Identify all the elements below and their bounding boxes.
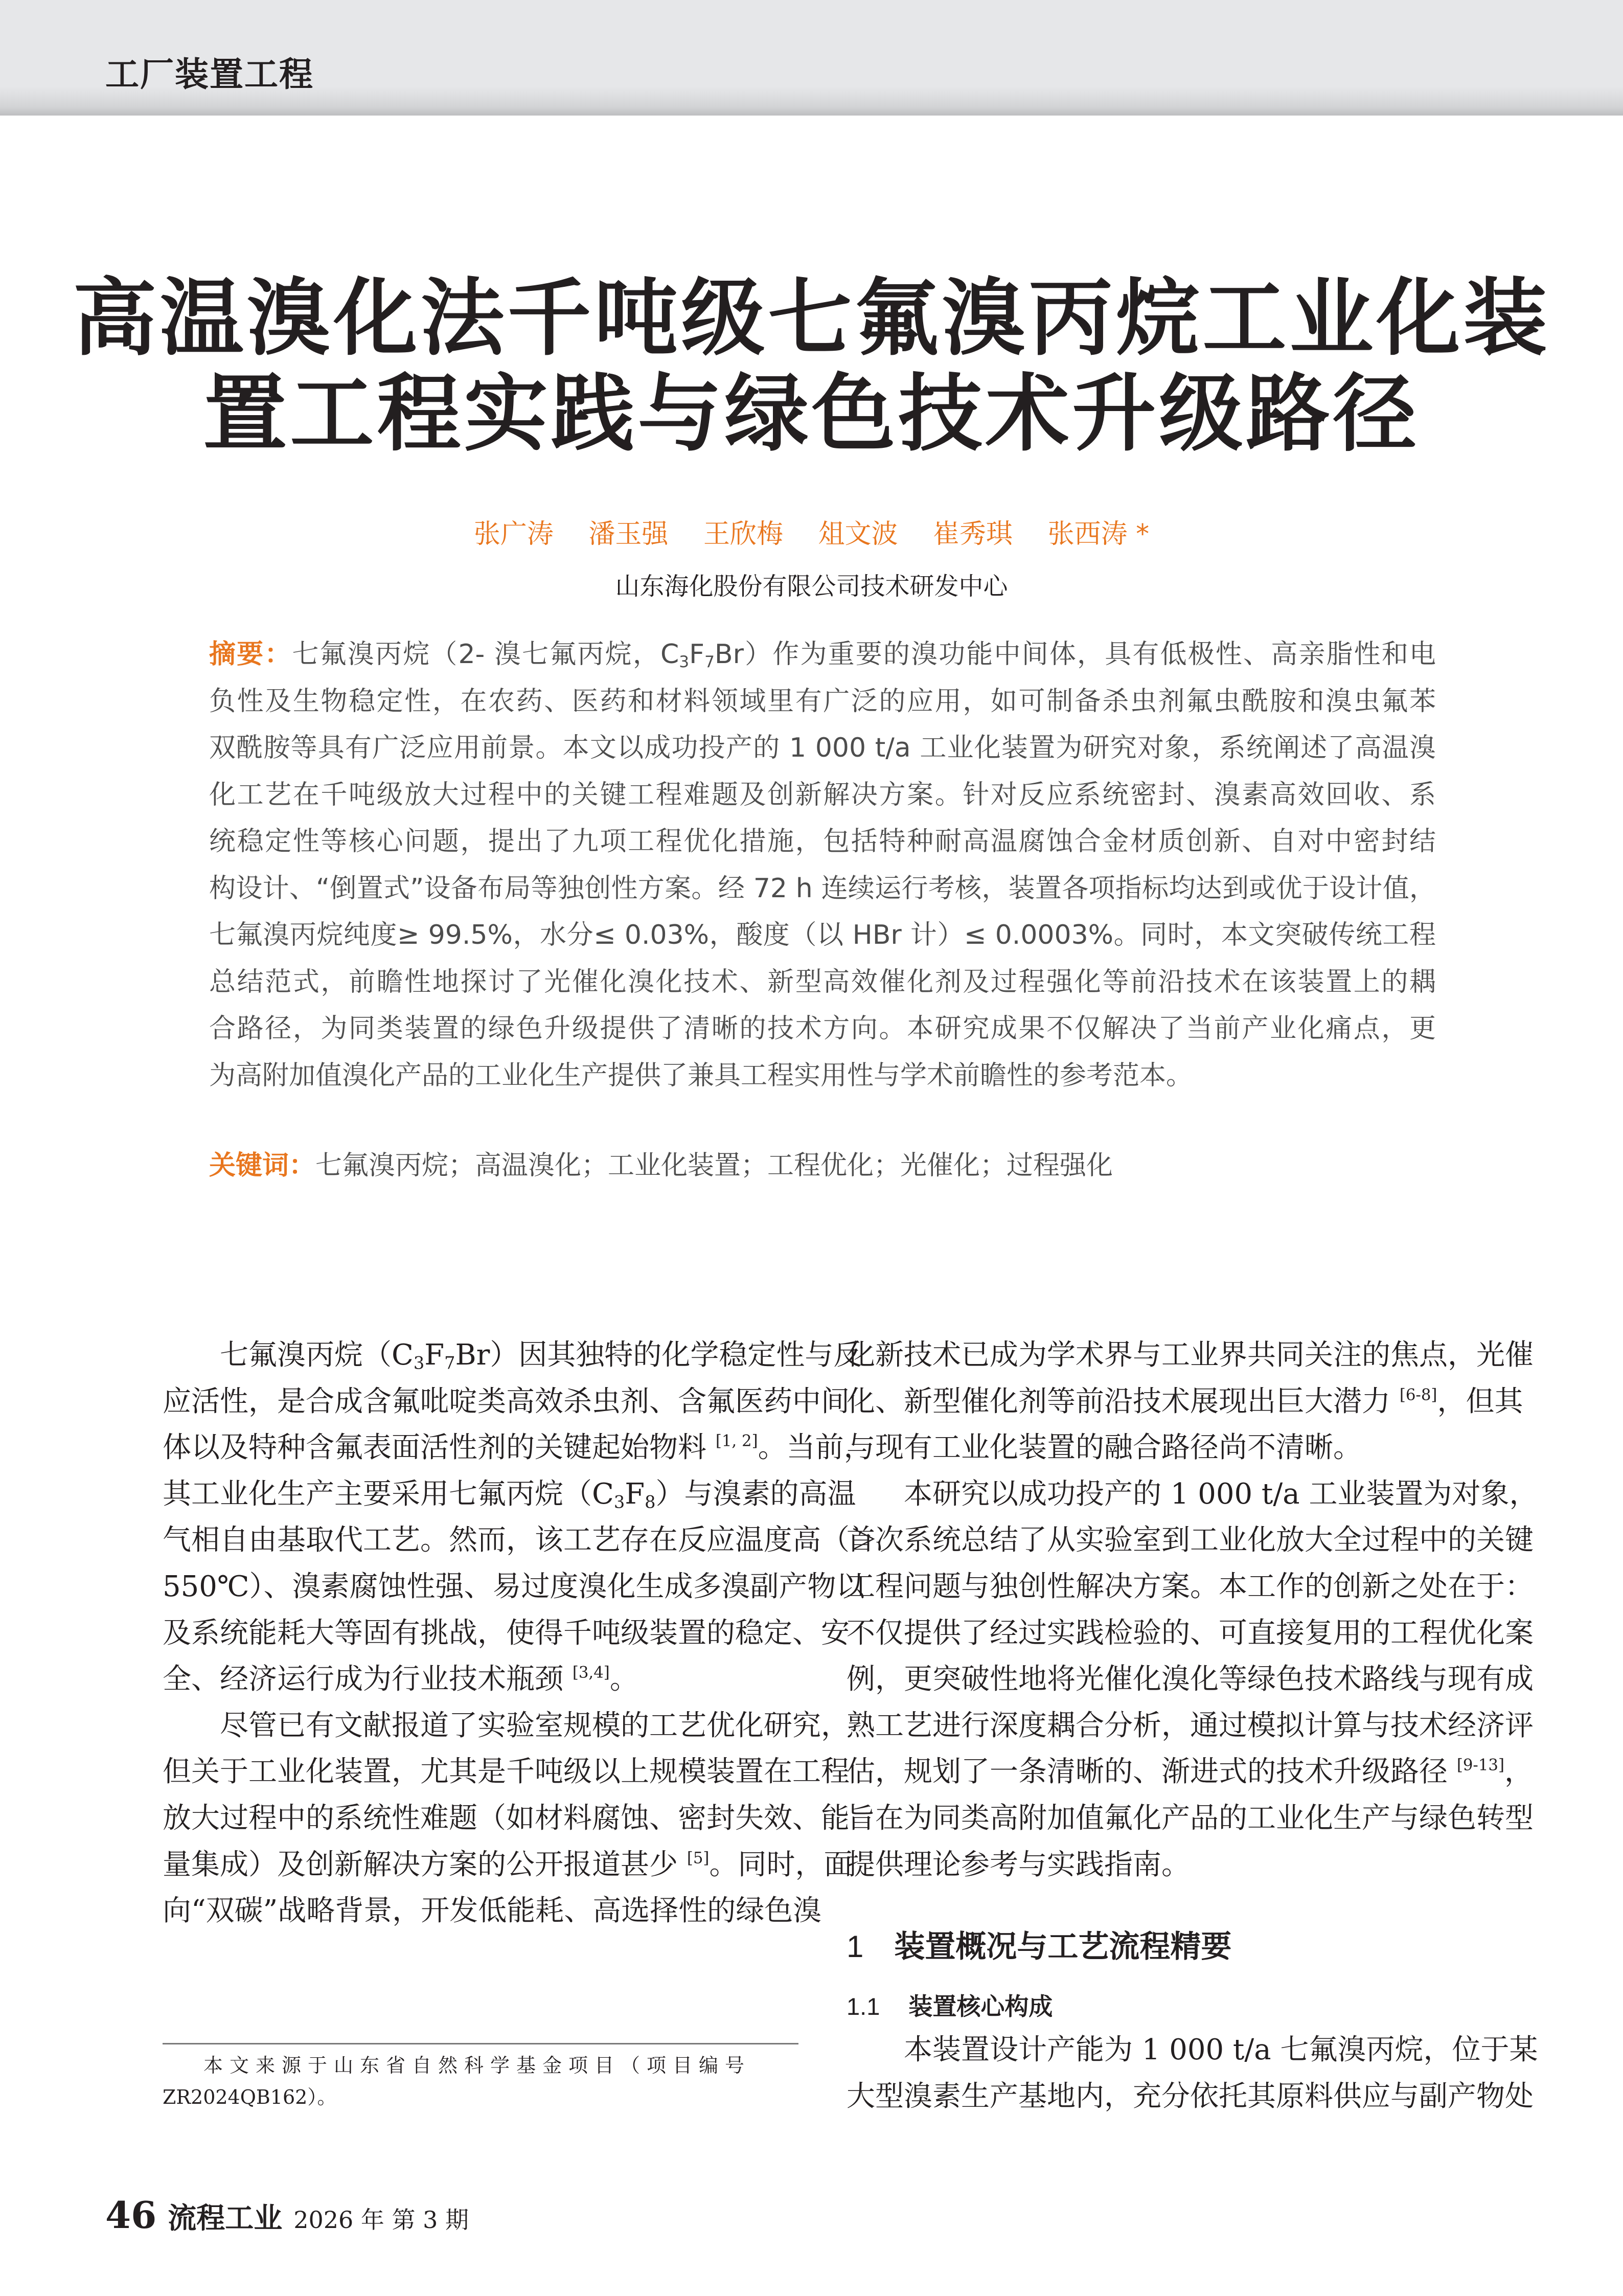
citation-ref: [1, 2] (715, 1431, 758, 1450)
subsection-title: 装置核心构成 (908, 1993, 1053, 2020)
text-run: 体以及特种含氟表面活性剂的关键起始物料 (163, 1431, 716, 1465)
footnote-divider (163, 2043, 798, 2044)
citation-ref: [6-8] (1399, 1385, 1437, 1404)
text-run: 向“双碳”战略背景，开发低能耗、高选择性的绿色溴 (163, 1894, 822, 1928)
paragraph-line (163, 1656, 798, 1703)
author: 俎文波 (818, 519, 898, 550)
body-right-column (847, 1332, 1538, 1888)
abstract-line (209, 866, 1436, 913)
text-run: 负性及生物稳定性，在农药、医药和材料领域里有广泛的应用，如可制备杀虫剂氟虫酰胺和溴虫氟苯 (209, 686, 1436, 717)
paragraph-line (847, 1517, 1534, 1564)
page-footer (105, 2193, 469, 2237)
subscript: 3 (413, 1353, 425, 1373)
text-run: 气相自由基取代工艺。然而，该工艺存在反应温度高（＞ (163, 1524, 878, 1557)
paragraph-line (847, 1749, 1534, 1795)
text-run: 与现有工业化装置的融合路径尚不清晰。 (847, 1431, 1362, 1465)
text-run: ）与溴素的高温 (655, 1477, 856, 1511)
paragraph-line (163, 1703, 850, 1749)
abstract-line (209, 631, 1436, 678)
text-run: F (625, 1477, 645, 1511)
text-run: 总结范式，前瞻性地探讨了光催化溴化技术、新型高效催化剂及过程强化等前沿技术在该装置上的耦 (209, 966, 1436, 997)
text-run: 例，更突破性地将光催化溴化等绿色技术路线与现有成 (847, 1663, 1534, 1696)
author: 张广涛 (473, 519, 554, 550)
paragraph-line (163, 1332, 862, 1379)
subscript: 8 (645, 1492, 656, 1512)
text-run: 。同时，面 (709, 1848, 853, 1881)
paragraph-line (847, 1703, 1534, 1749)
subscript: 7 (704, 652, 715, 671)
author-list (0, 512, 1623, 551)
body-left-column (163, 1332, 878, 1935)
abstract-line (209, 725, 1436, 772)
keywords-label: 关键词： (209, 1150, 316, 1181)
paragraph-line (847, 1332, 1534, 1379)
text-run: 及系统能耗大等固有挑战，使得千吨级装置的稳定、安 (163, 1616, 850, 1650)
paragraph-line (163, 1379, 850, 1425)
citation-ref: [9-13] (1456, 1756, 1505, 1775)
text-run: 本装置设计产能为 1 000 t/a 七氟溴丙烷，位于某 (904, 2033, 1538, 2066)
text-run: Br）作为重要的溴功能中间体，具有低极性、高亲脂性和电 (714, 639, 1436, 670)
section-heading-1 (847, 1922, 1231, 1966)
text-run: 全、经济运行成为行业技术瓶颈 (163, 1663, 573, 1696)
paragraph-line (163, 1795, 850, 1842)
text-run: 首次系统总结了从实验室到工业化放大全过程中的关键 (847, 1524, 1534, 1557)
text-run: 提供理论参考与实践指南。 (847, 1848, 1190, 1881)
text-run: 统稳定性等核心问题，提出了九项工程优化措施，包括特种耐高温腐蚀合金材质创新、自对中密封结 (209, 826, 1436, 857)
paragraph-line (163, 1517, 878, 1564)
text-run: ，但其 (1437, 1384, 1523, 1418)
text-run: 合路径，为同类装置的绿色升级提供了清晰的技术方向。本研究成果不仅解决了当前产业化痛点，更 (209, 1013, 1436, 1044)
text-run: 为高附加值溴化产品的工业化生产提供了兼具工程实用性与学术前瞻性的参考范本。 (209, 1060, 1193, 1091)
text-run: 量集成）及创新解决方案的公开报道甚少 (163, 1848, 687, 1881)
text-run: 七氟溴丙烷（C (220, 1338, 414, 1372)
text-run: 双酰胺等具有广泛应用前景。本文以成功投产的 1 000 t/a 工业化装置为研究对象，系统阐述了高温溴 (209, 733, 1436, 763)
article-title-line-2: 置工程实践与绿色技术升级路径 (203, 367, 1420, 461)
paragraph-line (847, 1471, 1538, 1518)
footnote-line: ZR2024QB162）。 (163, 2086, 337, 2108)
author: 崔秀琪 (933, 519, 1013, 550)
text-run: 放大过程中的系统性难题（如材料腐蚀、密封失效、能 (163, 1801, 850, 1835)
abstract-line (209, 959, 1436, 1006)
abstract-line (209, 1053, 1436, 1100)
paragraph-line (847, 1842, 1482, 1889)
article-title-line-1: 高温溴化法千吨级七氟溴丙烷工业化装 (73, 271, 1550, 365)
paragraph-line (847, 1379, 1523, 1425)
paragraph-line (847, 1656, 1534, 1703)
text-run: 不仅提供了经过实践检验的、可直接复用的工程优化案 (847, 1616, 1534, 1650)
text-run: 七氟溴丙烷纯度≥ 99.5%，水分≤ 0.03%，酸度（以 HBr 计）≤ 0.0003%。同时，本文突破传统工程 (209, 920, 1436, 950)
text-run: 但关于工业化装置，尤其是千吨级以上规模装置在工程 (163, 1755, 850, 1789)
section-number: 1 (847, 1929, 864, 1964)
subscript: 3 (679, 652, 690, 671)
keywords (209, 1143, 1113, 1189)
text-run: 大型溴素生产基地内，充分依托其原料供应与副产物处 (847, 2079, 1534, 2113)
paragraph-line (163, 1749, 850, 1795)
text-run: 构设计、“倒置式”设备布局等独创性方案。经 72 h 连续运行考核，装置各项指标均达到或优于设计值， (209, 873, 1436, 904)
paragraph-line (847, 1610, 1534, 1657)
page-number: 46 (105, 2193, 157, 2237)
text-run: 550℃）、溴素腐蚀性强、易过度溴化生成多溴副产物以 (163, 1570, 865, 1603)
text-run: Br）因其独特的化学稳定性与反 (455, 1338, 862, 1372)
author: 潘玉强 (588, 519, 669, 550)
paragraph-line (163, 1425, 873, 1471)
affiliation: 山东海化股份有限公司技术研发中心 (615, 572, 1008, 601)
text-run: 七氟溴丙烷（2- 溴七氟丙烷，C (292, 639, 679, 670)
section-label: 工厂装置工程 (105, 55, 314, 93)
paragraph-line (847, 2074, 1534, 2120)
section-1-1-body (847, 2027, 1538, 2120)
paragraph-line (163, 1888, 822, 1935)
text-run: F (689, 639, 705, 670)
abstract-line (209, 819, 1436, 866)
text-run: 。 (609, 1663, 638, 1696)
text-run: 工程问题与独创性解决方案。本工作的创新之处在于： (847, 1570, 1534, 1603)
journal-name: 流程工业 (168, 2201, 283, 2235)
section-heading-1-1 (847, 1988, 1053, 2022)
author: 张西涛 * (1047, 519, 1150, 550)
paragraph-line (847, 1425, 1482, 1471)
citation-ref: [5] (687, 1848, 710, 1867)
abstract-line (209, 772, 1436, 819)
paragraph-line (163, 1564, 865, 1610)
subscript: 7 (444, 1353, 455, 1373)
text-run: 化新技术已成为学术界与工业界共同关注的焦点，光催 (847, 1338, 1534, 1372)
abstract-label: 摘要： (209, 639, 292, 670)
text-run: 化工艺在千吨级放大过程中的关键工程难题及创新解决方案。针对反应系统密封、溴素高效回收、系 (209, 779, 1436, 810)
citation-ref: [3,4] (572, 1663, 610, 1682)
text-run: 本研究以成功投产的 1 000 t/a 工业装置为对象， (904, 1477, 1538, 1511)
paragraph-line (163, 1610, 850, 1657)
keywords-text: 七氟溴丙烷；高温溴化；工业化装置；工程优化；光催化；过程强化 (315, 1150, 1113, 1181)
paragraph-line (163, 1842, 853, 1889)
abstract-line (209, 678, 1436, 725)
author: 王欣梅 (703, 519, 783, 550)
footnote (163, 2050, 798, 2113)
text-run: 尽管已有文献报道了实验室规模的工艺优化研究， (220, 1709, 850, 1742)
subsection-number: 1.1 (847, 1993, 880, 2020)
abstract (209, 631, 1436, 1099)
text-run: 其工业化生产主要采用七氟丙烷（C (163, 1477, 614, 1511)
paragraph-line (847, 1564, 1534, 1610)
section-header-band (0, 0, 1623, 116)
text-run: 化、新型催化剂等前沿技术展现出巨大潜力 (847, 1384, 1400, 1418)
text-run: ， (1504, 1755, 1534, 1789)
text-run: F (424, 1338, 445, 1372)
paragraph-line (847, 2027, 1538, 2074)
text-run: 估，规划了一条清晰的、渐进式的技术升级路径 (847, 1755, 1457, 1789)
paragraph-line (163, 1471, 856, 1518)
paragraph-line (847, 1795, 1534, 1842)
section-title: 装置概况与工艺流程精要 (894, 1929, 1232, 1964)
abstract-line (209, 1006, 1436, 1053)
text-run: 。当前， (758, 1431, 873, 1465)
issue-info: 2026 年 第 3 期 (293, 2206, 469, 2234)
text-run: 旨在为同类高附加值氟化产品的工业化生产与绿色转型 (847, 1801, 1534, 1835)
abstract-line (209, 912, 1436, 959)
subscript: 3 (613, 1492, 625, 1512)
text-run: 熟工艺进行深度耦合分析，通过模拟计算与技术经济评 (847, 1709, 1534, 1742)
text-run: 应活性，是合成含氟吡啶类高效杀虫剂、含氟医药中间 (163, 1384, 850, 1418)
footnote-line: 本文来源于山东省自然科学基金项目（项目编号 (203, 2054, 751, 2077)
